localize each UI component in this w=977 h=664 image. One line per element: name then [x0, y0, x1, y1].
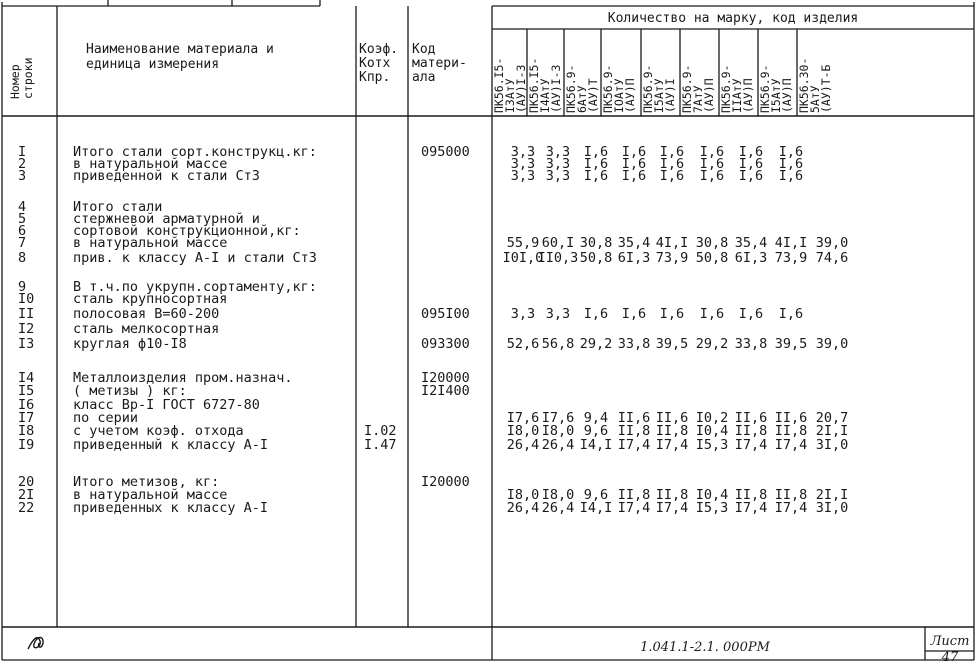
brand-header: (АУ)I [663, 78, 677, 113]
row-value: I,6 [621, 144, 647, 160]
row-value: I7,4 [617, 437, 651, 453]
brand-header: IIАтУ [730, 78, 744, 113]
row-value: 6I,3 [734, 250, 768, 266]
brand-header: ПК56.I5- [527, 57, 541, 113]
sheet-label: Лист [930, 634, 970, 649]
brand-header: I4АтУ [538, 78, 552, 113]
row-code: I20000 [421, 474, 470, 490]
row-value: II,8 [655, 423, 689, 439]
row-value: 56,8 [541, 336, 575, 352]
row-value: II0,3 [537, 250, 579, 266]
brand-header: ПК56.30- [797, 57, 811, 113]
row-value: I,6 [738, 156, 764, 172]
brand-header: (АУ)Т-Б [819, 64, 833, 113]
row-value: II,6 [617, 410, 651, 426]
row-number: I0 [18, 291, 35, 307]
row-value: 3,3 [545, 168, 571, 184]
brand-header: (АУ)П [741, 78, 755, 113]
row-value: 39,5 [655, 336, 689, 352]
row-value: 35,4 [734, 235, 768, 251]
doc-code: 1.041.1-2.1. 000РМ [640, 640, 770, 655]
row-value: 3,3 [545, 144, 571, 160]
row-text: прив. к классу А-I и стали Ст3 [73, 250, 317, 266]
row-number: I7 [18, 410, 35, 426]
row-value: I,6 [659, 168, 685, 184]
row-text: ( метизы ) кг: [73, 383, 187, 399]
row-value: I7,4 [655, 500, 689, 516]
row-value: I,6 [778, 144, 804, 160]
row-number: II [18, 306, 35, 322]
row-number: I4 [18, 370, 35, 386]
row-value: 73,9 [774, 250, 808, 266]
row-value: I,6 [583, 144, 609, 160]
row-number: 22 [18, 500, 35, 516]
brand-header: (АУ)I-3 [514, 64, 528, 113]
row-number: 8 [18, 250, 27, 266]
row-number: 2 [18, 156, 27, 172]
row-code: 093300 [421, 336, 470, 352]
row-number: 4 [18, 199, 27, 215]
row-text: приведенных к классу А-I [73, 500, 269, 516]
row-value: 3,3 [510, 144, 536, 160]
row-value: 3I,0 [815, 437, 849, 453]
row-value: 33,8 [617, 336, 651, 352]
row-code: 095I00 [421, 306, 470, 322]
row-value: 4I,I [774, 235, 808, 251]
row-text: Итого стали сорт.конструкц.кг: [73, 144, 317, 160]
row-value: I7,4 [774, 437, 808, 453]
row-value: II,6 [774, 410, 808, 426]
row-value: 26,4 [541, 437, 575, 453]
row-number: I8 [18, 423, 35, 439]
row-value: 50,8 [695, 250, 729, 266]
row-value: I,6 [621, 306, 647, 322]
brand-header: ПК56.9- [564, 64, 578, 113]
row-value: I0I,0 [502, 250, 544, 266]
brand-header: IОАтУ [612, 78, 626, 113]
brand-header: (АУ)Т [586, 78, 600, 113]
row-value: 3,3 [510, 168, 536, 184]
row-number: 7 [18, 235, 27, 251]
row-value: 3,3 [510, 156, 536, 172]
brand-header: ПК56.9- [719, 64, 733, 113]
row-number: I6 [18, 397, 35, 413]
row-value: I,6 [621, 156, 647, 172]
row-text: по серии [73, 410, 139, 426]
row-value: 39,0 [815, 235, 849, 251]
row-code: I2I400 [421, 383, 470, 399]
row-text: сталь мелкосортная [73, 321, 220, 337]
row-value: 74,6 [815, 250, 849, 266]
row-value: 39,0 [815, 336, 849, 352]
brand-header: I3АтУ [503, 78, 517, 113]
name-header: Наименование материала и [86, 42, 274, 57]
table-header [8, 11, 858, 113]
row-text: приведенный к классу А-I [73, 437, 269, 453]
row-value: 29,2 [579, 336, 613, 352]
row-text: Металлоизделия пром.назнач. [73, 370, 293, 386]
name-header: единица измерения [86, 57, 220, 72]
brand-header: ПК56.9- [680, 64, 694, 113]
row-value: 2I,I [815, 423, 849, 439]
row-value: 26,4 [541, 500, 575, 516]
row-value: 26,4 [506, 437, 540, 453]
coef-header: Кпр. [359, 70, 391, 85]
row-value: I5,3 [695, 500, 729, 516]
row-value: 33,8 [734, 336, 768, 352]
row-value: II,8 [734, 487, 768, 503]
row-value: I,6 [738, 306, 764, 322]
row-number: 5 [18, 211, 27, 227]
row-value: I0,4 [695, 487, 729, 503]
row-value: I7,6 [541, 410, 575, 426]
row-value: I,6 [583, 168, 609, 184]
row-value: 55,9 [506, 235, 540, 251]
row-value: I8,0 [506, 487, 540, 503]
row-text: круглая ф10-I8 [73, 336, 187, 352]
brand-header: I5АтУ [769, 78, 783, 113]
row-text: приведенной к стали Ст3 [73, 168, 260, 184]
brand-header: ПК56.9- [641, 64, 655, 113]
row-text: с учетом коэф. отхода [73, 423, 244, 439]
row-value: 73,9 [655, 250, 689, 266]
row-value: 3,3 [510, 306, 536, 322]
row-number: 2I [18, 487, 35, 503]
row-number: 6 [18, 223, 27, 239]
row-text: В т.ч.по укрупн.сортаменту,кг: [73, 279, 317, 295]
row-value: I,6 [659, 306, 685, 322]
row-value: 4I,I [655, 235, 689, 251]
qty-title: Количество на марку, код изделия [607, 11, 859, 26]
row-code: 095000 [421, 144, 470, 160]
row-value: II,8 [734, 423, 768, 439]
row-text: сталь крупносортная [73, 291, 228, 307]
row-value: I,6 [583, 306, 609, 322]
row-value: I,6 [621, 168, 647, 184]
coef-header: Котх [359, 56, 391, 71]
row-text: в натуральной массе [73, 487, 228, 503]
row-number: I9 [18, 437, 35, 453]
row-text: полосовая В=60-200 [73, 306, 220, 322]
row-value: I4,I [579, 500, 613, 516]
row-value: I,6 [583, 156, 609, 172]
row-value: I7,6 [506, 410, 540, 426]
row-value: II,6 [734, 410, 768, 426]
row-text: класс Вр-I ГОСТ 6727-80 [73, 397, 260, 413]
row-value: 26,4 [506, 500, 540, 516]
row-number: 20 [18, 474, 35, 490]
code-header: Код [412, 42, 436, 57]
row-value: 3,3 [545, 306, 571, 322]
row-value: 3,3 [545, 156, 571, 172]
row-no-header: Номер [8, 64, 22, 99]
row-value: II,8 [774, 423, 808, 439]
row-number: I5 [18, 383, 35, 399]
row-value: 20,7 [815, 410, 849, 426]
row-coef: I.47 [364, 437, 397, 453]
row-number: 9 [18, 279, 27, 295]
row-value: I7,4 [734, 500, 768, 516]
row-number: I2 [18, 321, 35, 337]
row-value: I,6 [699, 168, 725, 184]
row-value: I,6 [699, 144, 725, 160]
row-value: I,6 [659, 144, 685, 160]
row-value: 6I,3 [617, 250, 651, 266]
row-value: 50,8 [579, 250, 613, 266]
row-value: I7,4 [655, 437, 689, 453]
brand-header: (АУ)П [780, 78, 794, 113]
row-value: I,6 [778, 156, 804, 172]
row-number: I3 [18, 336, 35, 352]
row-value: 39,5 [774, 336, 808, 352]
row-coef: I.02 [364, 423, 397, 439]
row-value: 52,6 [506, 336, 540, 352]
row-value: I4,I [579, 437, 613, 453]
row-value: 29,2 [695, 336, 729, 352]
row-value: I,6 [738, 168, 764, 184]
row-value: I5,3 [695, 437, 729, 453]
table-body [18, 144, 848, 516]
row-text: в натуральной массе [73, 156, 228, 172]
row-value: I7,4 [774, 500, 808, 516]
row-value: 9,4 [583, 410, 609, 426]
row-value: I,6 [659, 156, 685, 172]
row-value: I,6 [738, 144, 764, 160]
brand-header: 6АтУ [575, 85, 589, 113]
code-header: матери- [412, 56, 467, 71]
code-header: ала [412, 70, 436, 85]
row-text: в натуральной массе [73, 235, 228, 251]
row-number: 3 [18, 168, 27, 184]
brand-header: I5АтУ [652, 78, 666, 113]
row-text: Итого стали [73, 199, 163, 215]
brand-header: ПК56.9- [601, 64, 615, 113]
row-value: I8,0 [541, 487, 575, 503]
brand-header: ПК56.I5- [492, 57, 506, 113]
row-value: I,6 [699, 306, 725, 322]
brand-header: 7АтУ [691, 85, 705, 113]
row-value: 30,8 [695, 235, 729, 251]
brand-header: (АУ)П [702, 78, 716, 113]
row-value: I8,0 [506, 423, 540, 439]
sheet-number: 47 [941, 650, 959, 664]
row-text: стержневой арматурной и [73, 211, 260, 227]
brand-header: ПК56.9- [758, 64, 772, 113]
row-value: II,8 [617, 423, 651, 439]
row-value: 9,6 [583, 423, 609, 439]
row-value: I0,4 [695, 423, 729, 439]
row-value: I7,4 [734, 437, 768, 453]
coef-header: Коэф. [359, 42, 399, 57]
row-text: Итого метизов, кг: [73, 474, 220, 490]
row-value: II,8 [774, 487, 808, 503]
row-value: I0,2 [695, 410, 729, 426]
row-value: I8,0 [541, 423, 575, 439]
row-value: 60,I [541, 235, 575, 251]
row-value: 35,4 [617, 235, 651, 251]
row-value: I7,4 [617, 500, 651, 516]
row-value: 9,6 [583, 487, 609, 503]
row-text: сортовой конструкционной,кг: [73, 223, 301, 239]
signature-mark [28, 638, 43, 650]
row-value: 2I,I [815, 487, 849, 503]
brand-header: 5АтУ [808, 85, 822, 113]
row-code: I20000 [421, 370, 470, 386]
row-number: I [18, 144, 27, 160]
row-value: I,6 [699, 156, 725, 172]
row-value: II,6 [655, 410, 689, 426]
brand-header: (АУ)П [623, 78, 637, 113]
row-value: I,6 [778, 168, 804, 184]
row-value: 3I,0 [815, 500, 849, 516]
row-value: II,8 [617, 487, 651, 503]
row-value: I,6 [778, 306, 804, 322]
row-value: II,8 [655, 487, 689, 503]
row-value: 30,8 [579, 235, 613, 251]
brand-header: (АУ)I-3 [549, 64, 563, 113]
row-no-header: строки [21, 57, 35, 99]
